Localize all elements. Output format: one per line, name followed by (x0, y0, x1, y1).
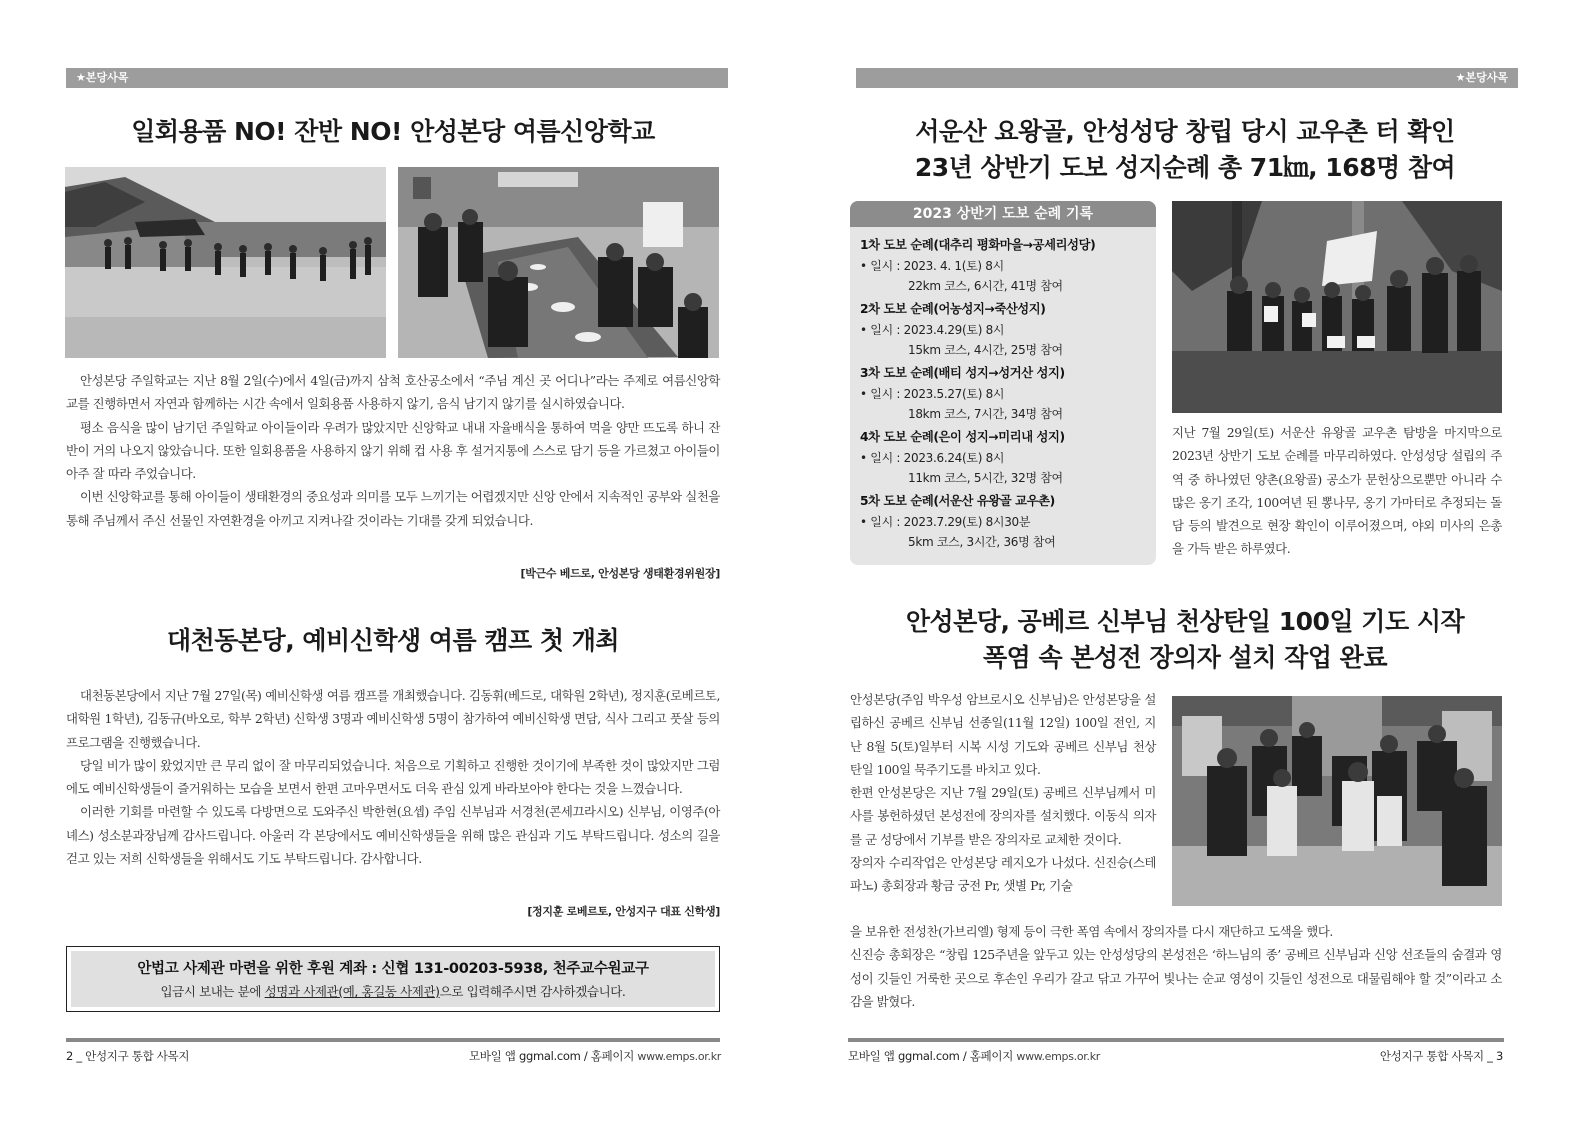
pilgrimage-record-item (860, 363, 1146, 424)
pilgrimage-record-item (860, 427, 1146, 488)
byline: [박근수 베드로, 안성본당 생태환경위원장] (520, 567, 720, 580)
pilgrimage-detail: 5km 코스, 3시간, 36명 참여 (908, 535, 1056, 549)
pilgrimage-list (850, 227, 1156, 552)
photo-church-pews (1172, 696, 1502, 906)
pilgrimage-date: • 일시 : 2023.7.29(토) 8시30분 (860, 515, 1031, 529)
donation-info-box (66, 946, 720, 1012)
pilgrimage-title: 3차 도보 순례(배티 성지→성거산 성지) (860, 366, 1065, 380)
donation-instruction: 입금시 보내는 분에 성명과 사제관(예, 홍길동 사제관)으로 입력해주시면 감사하겠습니다. (160, 984, 626, 999)
section-label-bar: ★본당사목 (66, 68, 728, 88)
pilgrimage-detail: 15km 코스, 4시간, 25명 참여 (908, 343, 1063, 357)
article-body-pews-narrow (850, 688, 1156, 898)
paragraph: 대천동본당에서 지난 7월 27일(목) 예비신학생 여름 캠프를 개최했습니다. 김동휘(베드로, 대학원 2학년), 정지훈(로베르토, 대학원 1학년), 김동규(바오로, 학부 2학년) 신학생 3명과 예비신학생 5명이 참가하여 예비신학생 면담, 식사 그리고 풋살 등의 프로그램을 진행했습니다. (66, 688, 720, 750)
pilgrimage-title: 1차 도보 순례(대추리 평화마을→공세리성당) (860, 238, 1096, 252)
footer-rule (66, 1038, 720, 1042)
paragraph: 안성본당(주임 박우성 암브로시오 신부님)은 안성본당을 설립하신 공베르 신부님 선종일(11월 12일) 100일 전인, 지난 8월 5(토)일부터 시복 시성 기도와 공베르 신부님 천상탄일 100일 묵주기도를 바치고 있다. (850, 692, 1156, 777)
pilgrimage-title: 5차 도보 순례(서운산 유왕골 교우촌) (860, 494, 1055, 508)
pilgrimage-record-item (860, 491, 1146, 552)
pilgrimage-title: 4차 도보 순례(은이 성지→미리내 성지) (860, 430, 1065, 444)
paragraph: 평소 음식을 많이 남기던 주일학교 아이들이라 우려가 많았지만 신앙학교 내내 자율배식을 통하여 먹을 양만 뜨도록 하니 잔반이 거의 나오지 않았습니다. 또한 일회용품을 사용하지 않기 위해 컵 사용 후 설거지통에 스스로 담기 등을 가르쳤고 아이들이 아주 잘 따라 주었습니다. (66, 419, 720, 482)
homepage-link[interactable]: www.emps.or.kr (637, 1050, 721, 1063)
footer-rule (848, 1038, 1504, 1042)
donation-account-title: 안법고 사제관 마련을 위한 후원 계좌 : 신협 131-00203-5938, 천주교수원교구 (137, 961, 649, 977)
pilgrimage-date: • 일시 : 2023. 4. 1(토) 8시 (860, 259, 1004, 273)
right-page (794, 0, 1587, 1123)
article-title-seminarian-camp: 대천동본당, 예비신학생 여름 캠프 첫 개최 (166, 626, 620, 655)
article-body-pilgrimage (1172, 421, 1502, 561)
pilgrimage-detail: 11km 코스, 5시간, 32명 참여 (908, 471, 1063, 485)
article-title-pilgrimage: 서운산 요왕골, 안성성당 창립 당시 교우촌 터 확인 23년 상반기 도보 성지순례 총 71㎞, 168명 참여 (914, 117, 1456, 182)
footer-links: 모바일 앱 ggmal.com / 홈페이지 www.emps.or.kr (469, 1049, 721, 1063)
pilgrimage-date: • 일시 : 2023.4.29(토) 8시 (860, 323, 1005, 337)
paragraph: 장의자 수리작업은 안성본당 레지오가 나섰다. 신진승(스테파노) 총회장과 황금 궁전 Pr, 샛별 Pr, 기술 (850, 855, 1156, 894)
paragraph: 이번 신앙학교를 통해 아이들이 생태환경의 중요성과 의미를 모두 느끼기는 어렵겠지만 신앙 안에서 지속적인 공부와 실천을 통해 주님께서 주신 선물인 자연환경을 아끼고 지켜나갈 것이라는 기대를 갖게 되었습니다. (66, 489, 720, 528)
paragraph: 당일 비가 많이 왔었지만 큰 무리 없이 잘 마무리되었습니다. 처음으로 기획하고 진행한 것이기에 부족한 것이 많았지만 그럼에도 예비신학생들이 즐거워하는 모습을 보면서 한편 고마우면서도 더욱 관심 있게 바라보아야 한다는 것을 느꼈습니다. (66, 757, 720, 797)
paragraph: 한편 안성본당은 지난 7월 29일(토) 공베르 신부님께서 미사를 봉헌하셨던 본성전에 장의자를 설치했다. 이동식 의자를 군 성당에서 기부를 받은 장의자로 교체한 것이다. (850, 785, 1156, 847)
section-label-bar: ★본당사목 (856, 68, 1518, 88)
pilgrimage-record-header: 2023 상반기 도보 순례 기록 (850, 201, 1156, 227)
pilgrimage-detail: 18km 코스, 7시간, 34명 참여 (908, 407, 1063, 421)
photo-beach-activity (65, 167, 386, 358)
paragraph: 신진승 총회장은 “창립 125주년을 앞두고 있는 안성성당의 본성전은 ‘하느님의 종’ 공베르 신부님과 신앙 선조들의 숨결과 영성이 깃들인 거룩한 곳으로 후손인 우리가 갈고 닦고 가꾸어 빛나는 순교 영성이 깃들인 성전으로 대물림해야 할 것”이라고 소감을 밝혔다. (850, 947, 1502, 1009)
article-title-summer-school: 일회용품 NO! 잔반 NO! 안성본당 여름신앙학교 (131, 117, 655, 146)
pilgrimage-date: • 일시 : 2023.6.24(토) 8시 (860, 451, 1005, 465)
pilgrimage-record-item (860, 299, 1146, 360)
photo-indoor-meal (398, 167, 719, 358)
pilgrimage-record-box (850, 201, 1156, 565)
article-body-seminarian-camp (66, 684, 720, 870)
page-number-label: 안성지구 통합 사목지 _ 3 (1379, 1049, 1503, 1063)
pilgrimage-title: 2차 도보 순례(어농성지→죽산성지) (860, 302, 1046, 316)
footer-links: 모바일 앱 ggmal.com / 홈페이지 www.emps.or.kr (848, 1049, 1100, 1063)
paragraph: 을 보유한 전성찬(가브리엘) 형제 등이 극한 폭염 속에서 장의자를 다시 재단하고 도색을 했다. (850, 924, 1333, 939)
photo-pilgrimage-group (1172, 201, 1502, 413)
article-body-pews-wide (850, 920, 1502, 1013)
left-page (0, 0, 793, 1123)
pilgrimage-record-item (860, 235, 1146, 296)
page-number-label: 2 _ 안성지구 통합 사목지 (66, 1049, 190, 1063)
homepage-link[interactable]: www.emps.or.kr (1016, 1050, 1100, 1063)
byline: [정지훈 로베르토, 안성지구 대표 신학생] (527, 905, 720, 918)
pilgrimage-detail: 22km 코스, 6시간, 41명 참여 (908, 279, 1063, 293)
article-title-pews: 안성본당, 공베르 신부님 천상탄일 100일 기도 시작 폭염 속 본성전 장의자 설치 작업 완료 (905, 607, 1465, 672)
pilgrimage-date: • 일시 : 2023.5.27(토) 8시 (860, 387, 1005, 401)
article-body-summer-school (66, 369, 720, 532)
paragraph: 안성본당 주일학교는 지난 8월 2일(수)에서 4일(금)까지 삼척 호산공소에서 “주님 계신 곳 어디나”라는 주제로 여름신앙학교를 진행하면서 자연과 함께하는 시간 속에서 일회용품 사용하지 않기, 음식 남기지 않기를 실시하였습니다. (66, 373, 720, 412)
paragraph: 지난 7월 29일(토) 서운산 유왕골 교우촌 탐방을 마지막으로 2023년 상반기 도보 순례를 마무리하였다. 안성성당 설립의 주역 중 하나였던 양촌(요왕골) 공소가 문헌상으로뿐만 아니라 수많은 옹기 조각, 100여년 된 뽕나무, 옹기 가마터로 추정되는 돌담 등의 발견으로 현장 확인이 이루어졌으며, 야외 미사의 은총을 가득 받은 하루였다. (1172, 425, 1502, 557)
paragraph: 이러한 기회를 마련할 수 있도록 다방면으로 도와주신 박한현(요셉) 주임 신부님과 서경천(콘세끄라시오) 신부님, 이영주(아녜스) 성소분과장님께 감사드립니다. 아울러 각 본당에서도 예비신학생들을 위해 많은 관심과 기도 부탁드립니다. 성소의 길을 걷고 있는 저희 신학생들을 위해서도 기도 부탁드립니다. 감사합니다. (66, 804, 720, 867)
